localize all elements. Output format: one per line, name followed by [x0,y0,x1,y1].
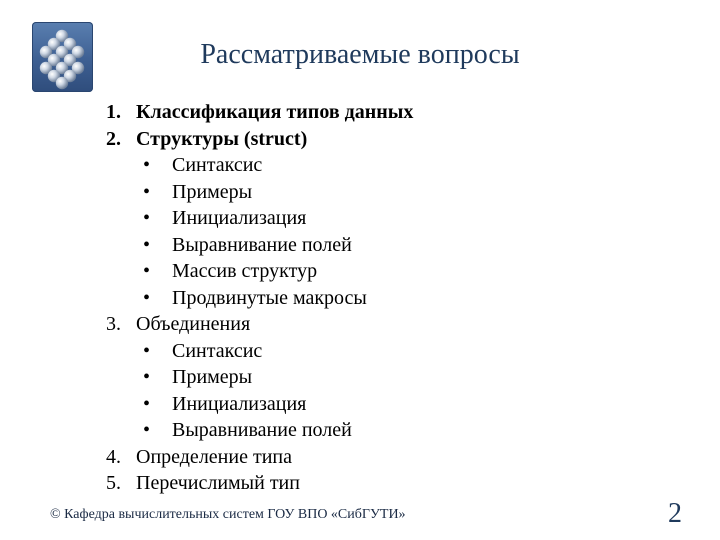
list-item [0,311,720,338]
bullet-icon: • [143,154,151,176]
list-item-label: Перечислимый тип [136,472,300,494]
sub-list-item [0,232,720,259]
list-item-label: Структуры (struct) [136,127,308,150]
list-item-number: 5. [106,472,121,494]
sub-list-item-label: Синтаксис [172,154,263,176]
page-number: 2 [668,498,682,529]
sub-list-item-label: Инициализация [172,392,307,415]
list-item [0,470,720,497]
sub-list-item [0,338,720,365]
list-item-number: 1. [106,101,121,123]
sub-list-item [0,152,720,179]
list-item-number: 2. [106,127,121,150]
list-item [0,99,720,126]
sub-list-item [0,205,720,232]
bullet-icon: • [143,286,151,309]
sub-list-item-label: Выравнивание полей [172,419,352,441]
list-item-label: Классификация типов данных [136,101,414,123]
sub-list-item-label: Примеры [172,366,253,388]
sub-list-item [0,285,720,312]
sub-list-item [0,391,720,418]
list-item-number: 4. [106,445,121,468]
bullet-icon: • [143,260,151,282]
page-title: Рассматриваемые вопросы [200,39,520,70]
footer-copyright: © Кафедра вычислительных систем ГОУ ВПО «СибГУТИ» [50,507,406,522]
sub-list-item [0,258,720,285]
bullet-icon: • [143,233,151,256]
list-item-label: Определение типа [136,445,292,468]
sub-list-item-label: Примеры [172,180,253,203]
sub-list-item [0,179,720,206]
logo-icon [32,22,93,92]
bullet-icon: • [143,339,151,362]
bullet-icon: • [143,419,151,441]
list-item-number: 3. [106,313,121,335]
sub-list-item-label: Массив структур [172,260,318,282]
list-item [0,126,720,153]
sub-list-item-label: Выравнивание полей [172,233,352,256]
bullet-icon: • [143,392,151,415]
list-item-label: Объединения [136,313,251,335]
sub-list-item [0,364,720,391]
bullet-icon: • [143,366,151,388]
sub-list-item-label: Продвинутые макросы [172,286,367,309]
sub-list-item-label: Синтаксис [172,339,263,362]
sub-list-item-label: Инициализация [172,207,307,229]
bullet-icon: • [143,180,151,203]
topics-list [0,99,720,497]
lattice-sphere [56,77,68,89]
sub-list-item [0,417,720,444]
list-item [0,444,720,471]
bullet-icon: • [143,207,151,229]
